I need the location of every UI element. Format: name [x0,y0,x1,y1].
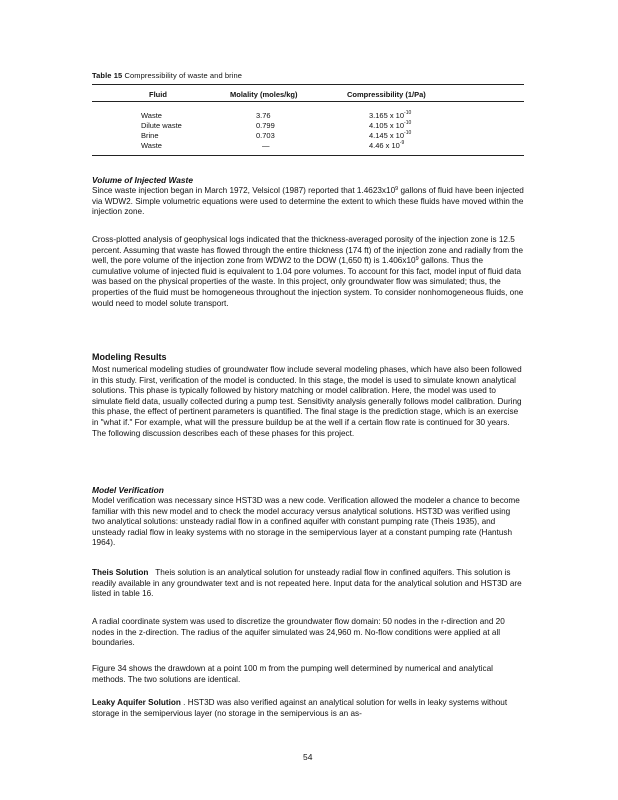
table-row-molality: — [262,141,270,150]
table-row-molality: 0.703 [256,131,275,140]
table-row-compressibility: 4.145 x $10^{-10}$ [369,130,412,140]
paragraph-leaky-aquifer: Leaky Aquifer Solution . HST3D was also verified against an analytical solution for wells in leaky systems without storage in the semipervious layer (no storage in the semipervious is an as- [92,698,508,718]
paragraph-theis-solution: Theis Solution Theis solution is an analytical solution for unsteady radial flow in confined aquifers. This solution is readily available in any groundwater text and is not repeated here. Input data for the analytical solution and HST3D are listed in table 16. [92,568,522,599]
table-row-compressibility: 4.105 x $10^{-10}$ [369,120,412,130]
paragraph-model-verification: Model verification was necessary since HST3D was a new code. Verification allowed the modeler a chance to become familiar with this new model and to check the model accuracy versus analytical solutions. HST3D was verified using two analytical solutions: unsteady radial flow in a confined aquifer with constant pumping rate (Theis 1935), and unsteady radial flow in leaky systems with no storage in the semipervious layer at a constant pumping rate (Hantush 1964). [92,496,520,548]
table-bottom-rule [92,155,524,156]
page-number: 54 [303,752,313,762]
table-row-compressibility: 3.165 x $10^{-10}$ [369,110,412,120]
paragraph-figure-34: Figure 34 shows the drawdown at a point 100 m from the pumping well determined by numerical and analytical methods. The two solutions are identical. [92,664,493,684]
column-header-compressibility: Compressibility (1/Pa) [347,90,426,99]
section-heading-volume: Volume of Injected Waste [92,175,193,185]
column-header-molality: Molality (moles/kg) [230,90,298,99]
table-caption [92,71,242,80]
section-heading-model-verification: Model Verification [92,485,164,495]
table-caption-label: Table 15 [92,71,123,80]
paragraph-grid: A radial coordinate system was used to discretize the groundwater flow domain: 50 nodes in the r-direction and 20 nodes in the z-direction. The radius of the aquifer simulated was 24,960 m. No-flow conditions were applied at all boundaries. [92,617,505,648]
table-row-molality: 3.76 [256,111,271,120]
table-top-rule [92,84,524,85]
paragraph-volume-1: Since waste injection began in March 1972, Velsicol (1987) reported that $1.4623x10^9$ gallons of fluid have been injected via WDW2. Simple volumetric equations were used to determine the extent to which these fluids have moved within the injection zone. [92,186,524,217]
table-row-fluid: Waste [141,111,162,120]
paragraph-modeling-results: Most numerical modeling studies of groundwater flow include several modeling phases, which have also been followed in this study. First, verification of the model is conducted. In this stage, the model is used to simulate known analytical solutions. This phase is typically followed by history matching or model calibration. Here, the model was used to simulate field data, usually collected during a pump test. Sensitivity analysis generally follows model calibration. During this phase, the effect of pertinent parameters is quantified. The final stage is the prediction stage, which is an exercise in "what if." For example, what will the pressure buildup be at the well if a certain flow rate is continued for 30 years. The following discussion describes each of these phases for this project. [92,365,522,438]
paragraph-volume-2: Cross-plotted analysis of geophysical logs indicated that the thickness-averaged porosity of the injection zone is 12.5 percent. Assuming that waste has flowed through the entire thickness (174 ft) of the injection zone and radially from the well, the pore volume of the injection zone from WDW2 to the DOW (1,650 ft) is $1.406x10^9$ gallons. Thus the cumulative volume of injected fluid is equivalent to 1.04 pore volumes. To account for this fact, model input of fluid data was based on the physical properties of the waste. In this project, only groundwater flow was simulated; thus, the properties of the fluid must be homogeneous throughout the injection system. To consider nonhomogeneous fluids, one would need to model solute transport. [92,235,524,308]
table-row-molality: 0.799 [256,121,275,130]
table-caption-text: Compressibility of waste and brine [124,71,243,80]
table-header-rule [92,101,524,102]
theis-solution-label: Theis Solution [92,568,149,577]
table-row-compressibility: 4.46 x $10^{-9}$ [369,140,405,150]
section-heading-modeling-results: Modeling Results [92,352,167,362]
table-row-fluid: Dilute waste [141,121,182,130]
leaky-aquifer-label: Leaky Aquifer Solution [92,698,181,707]
table-row-fluid: Waste [141,141,162,150]
column-header-fluid: Fluid [149,90,167,99]
table-row-fluid: Brine [141,131,159,140]
